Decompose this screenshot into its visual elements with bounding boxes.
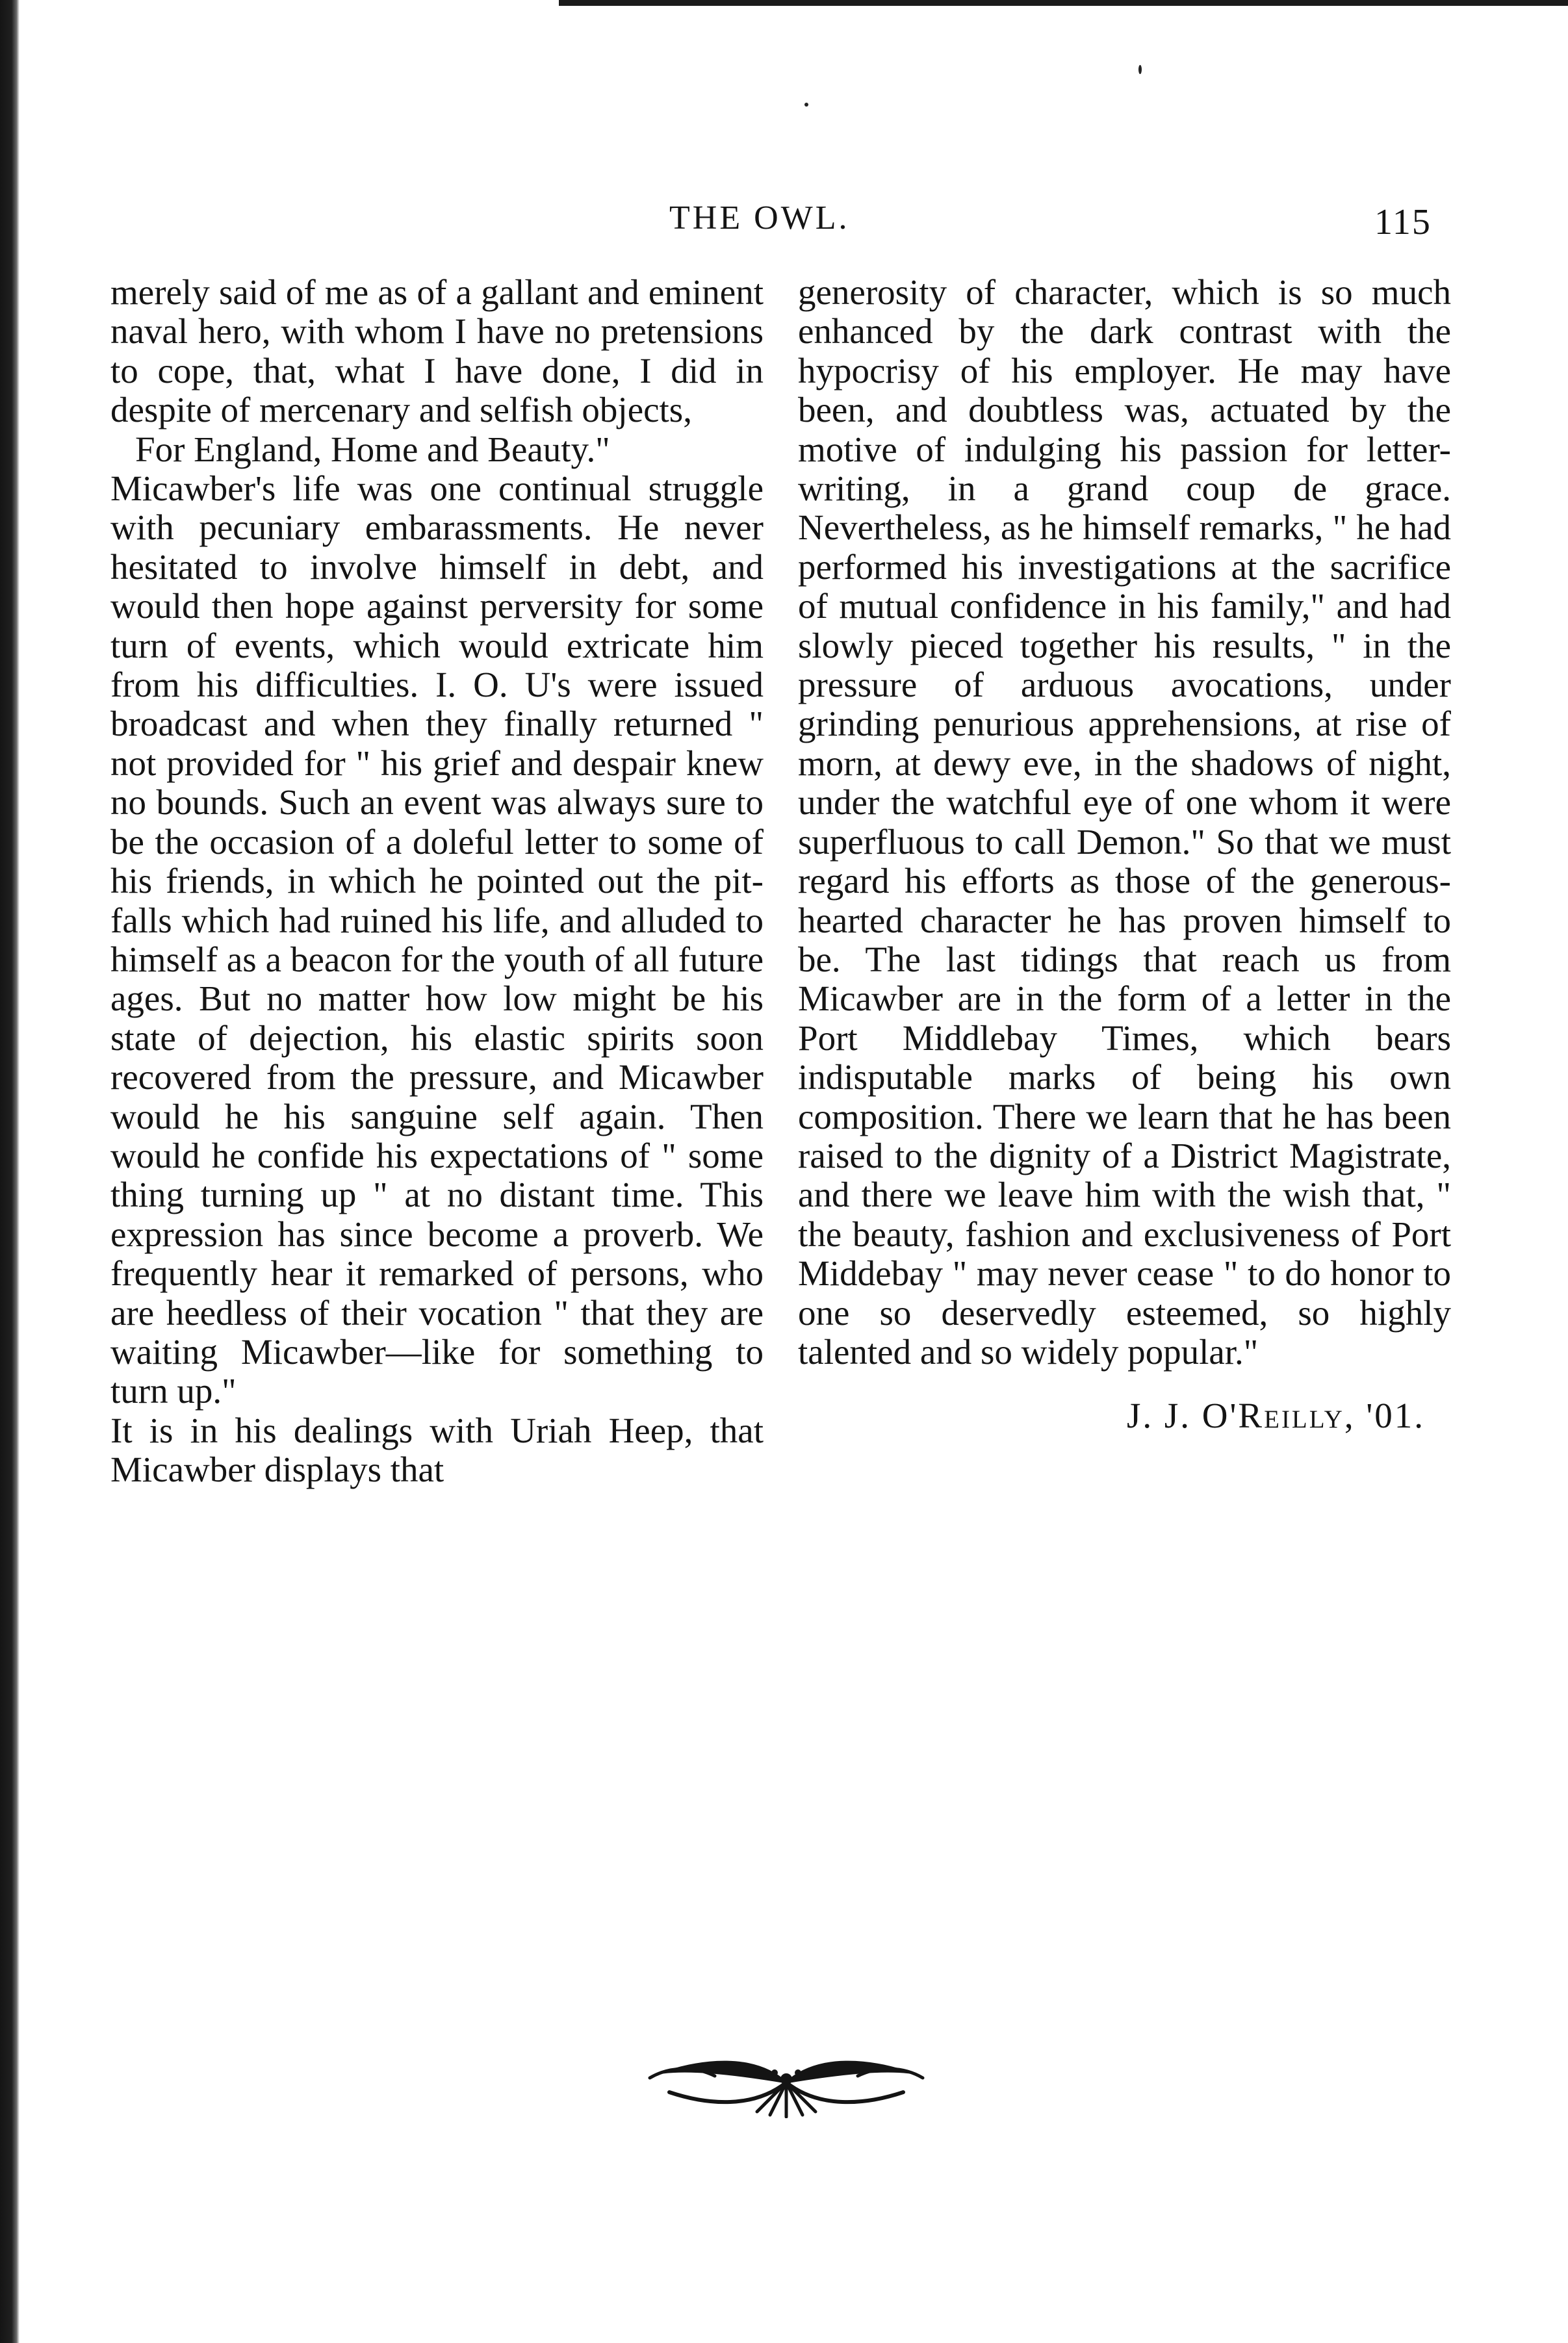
paragraph: merely said of me as of a gallant and eminent naval hero, with whom I have no pretensions to cope, that, what I have done, I did in despite of mercenary and selfish objects, [110,272,764,430]
page-number: 115 [1374,202,1432,242]
scan-binding-edge [0,0,19,2343]
journal-title: THE OWL. [669,199,850,237]
paragraph: generosity of character, which is so much enhanced by the dark contrast with the hypocrisy of his employer. He may have been, and doubtless was, actuated by the motive of indulging his passion for letter-writing, in a grand coup de grace. Nevertheless, as he himself remarks, " he had performed his investigations at the sacrifice of mutual confidence in his family," and had slowly pieced together his results, " in the pressure of arduous avocations, under grinding penurious apprehensions, at rise of morn, at dewy eve, in the shadows of night, under the watchful eye of one whom it were superfluous to call Demon." So that we must regard his efforts as those of the generous-hearted character he has proven himself to be. The last tidings that reach us from Micawber are in the form of a letter in the Port Middlebay Times, which bears indisputable marks of being his own composition. There we learn that he has been raised to the dignity of a District Magistrate, and there we leave him with the wish that, " the beauty, fashion and exclusiveness of Port Middebay " may never cease " to do honor to one so deservedly esteemed, so highly talented and so widely popular." [798,272,1451,1372]
right-column [798,273,1451,1436]
scan-top-rule [559,0,1568,6]
scan-speck [804,103,808,107]
tailpiece-ornament-icon [624,2047,949,2118]
verse-line: For England, Home and Beauty." [135,429,610,469]
left-column [110,273,764,1490]
scan-speck [1138,65,1142,74]
author-signature: J. J. O'Reilly, '01. [1127,1396,1425,1436]
running-header [0,192,1568,244]
paragraph: It is in his dealings with Uriah Heep, that Micawber displays that [110,1410,764,1490]
paragraph: Micawber's life was one continual struggle with pecuniary embarassments. He never hesitated to involve himself in debt, and would then hope against perversity for some turn of events, which would extricate him from his difficulties. I. O. U's were issued broadcast and when they finally returned " not provided for " his grief and despair knew no bounds. Such an event was always sure to be the occasion of a doleful letter to some of his friends, in which he pointed out the pit-falls which had ruined his life, and alluded to himself as a beacon for the youth of all future ages. But no matter how low might be his state of dejection, his elastic spirits soon recovered from the pressure, and Micawber would he his sanguine self again. Then would he confide his expectations of " some thing turning up " at no distant time. This expression has since become a proverb. We frequently hear it remarked of persons, who are heedless of their vocation " that they are waiting Micawber—like for something to turn up." [110,468,764,1411]
